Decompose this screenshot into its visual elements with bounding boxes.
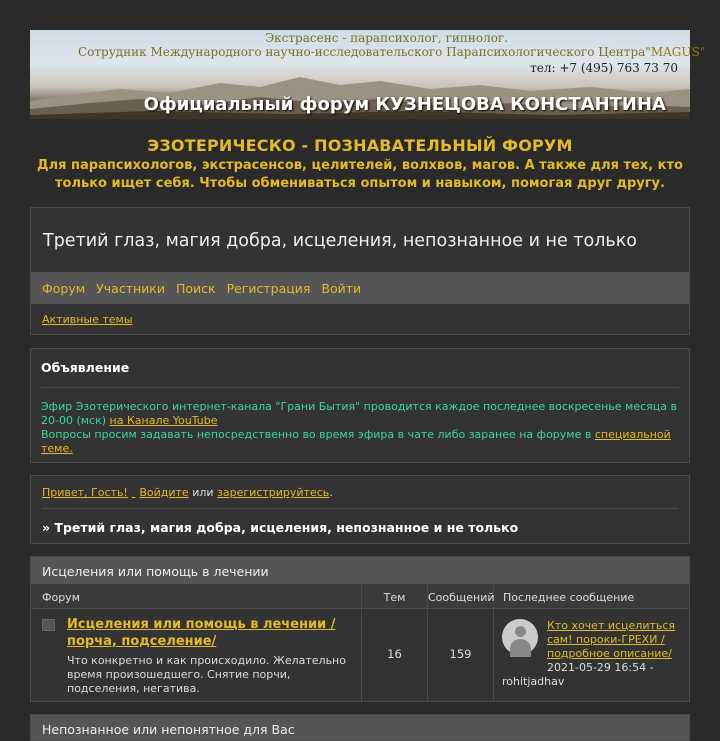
last-post-link[interactable]: Кто хочет исцелиться сам! пороки-ГРЕХИ / подробное описание/ [547,619,676,660]
banner-quote-open: " [645,45,651,59]
guest-greeting [42,486,678,509]
greeting-or-text: или [192,486,214,499]
page [30,30,706,741]
forum-unread-icon [42,619,55,631]
user-avatar-icon[interactable] [502,619,538,655]
banner-forum-title: Официальный форум КУЗНЕЦОВА КОНСТАНТИНА [143,94,666,115]
site-header [30,207,690,335]
column-posts: Сообщений [428,584,494,608]
forum-description: Что конкретно и как происходило. Желательно время произошедшего. Снятие порчи, подселения, негатива. [67,654,346,695]
greeting-period: . [329,486,333,499]
nav-forum-link[interactable]: Форум [42,280,86,296]
announcement-text-1: Эфир Эзотерического интернет-канала "Грани Бытия" проводится каждое последнее воскресенье месяца в 20-00 (мск) [41,400,677,427]
active-topics-link[interactable]: Активные темы [42,313,133,326]
nav-search-link[interactable]: Поиск [175,280,216,296]
forum-table-header [31,584,689,609]
register-link[interactable]: зарегистрируйтесь [217,486,330,499]
nav-login-link[interactable]: Войти [321,280,362,296]
greeting-separator [132,486,136,499]
nav-members-link[interactable]: Участники [96,280,165,296]
forum-tagline [30,136,690,193]
forum-banner [30,30,706,119]
banner-org-text: Сотрудник Международного научно-исследовательского Парапсихологического Центра [78,45,646,59]
sub-nav [31,304,689,326]
column-topics: Тем [362,584,428,608]
banner-line-1: Экстрасенс - парапсихолог, гипнолог. [265,31,509,45]
site-title: Третий глаз, магия добра, исцеления, непознанное и не только [43,231,637,251]
banner-brand: MAGUS [650,45,700,59]
last-post-date: 2021-05-29 16:54 - [547,661,654,674]
announcement-body [41,400,679,456]
login-link[interactable]: Войдите [139,486,189,499]
forum-text [67,616,361,701]
forum-topics-count: 16 [362,609,428,701]
announcement-text-2: Вопросы просим задавать непосредственно во время эфира в чате либо заранее на форуме в [41,428,592,441]
avatar-body [510,639,531,657]
banner-line-2 [78,45,705,59]
special-topic-link[interactable]: специальной теме. [41,428,671,455]
main-nav [31,272,689,304]
banner-phone: тел: +7 (495) 763 73 70 [530,61,678,75]
tagline-subtitle: Для парапсихологов, экстрасенсов, целителей, волхвов, магов. А также для тех, кто только ищет себя. Чтобы обмениваться опытом и навыком, помогая друг другу. [37,158,683,191]
category-section [30,556,690,702]
banner-quote-close: " [699,45,706,59]
forum-title-link[interactable]: Исцеления или помощь в лечении / порча, подселение/ [67,617,336,649]
greeting-box [30,475,690,544]
forum-row [31,609,689,701]
avatar-head [515,626,526,637]
last-post-user[interactable]: rohitjadhav [502,675,565,688]
category-section-2 [30,714,690,741]
announcement-heading: Объявление [41,360,679,388]
hello-guest-link[interactable]: Привет, Гость! [42,486,128,499]
last-post-info [502,619,677,701]
category-2-title[interactable]: Непознанное или непонятное для Вас [30,714,690,741]
nav-register-link[interactable]: Регистрация [226,280,311,296]
column-forum: Форум [31,584,362,608]
category-title[interactable]: Исцеления или помощь в лечении [31,557,689,584]
tagline-title: ЭЗОТЕРИЧЕСКО - ПОЗНАВАТЕЛЬНЫЙ ФОРУМ [147,136,573,155]
forum-posts-count: 159 [428,609,494,701]
announcement-box [30,348,690,463]
last-post-cell [494,609,689,701]
forum-info-cell [31,609,362,701]
column-last-post: Последнее сообщение [503,591,635,604]
youtube-channel-link[interactable]: на Канале YouTube [109,414,218,427]
breadcrumb: » Третий глаз, магия добра, исцеления, непознанное и не только [42,520,519,535]
